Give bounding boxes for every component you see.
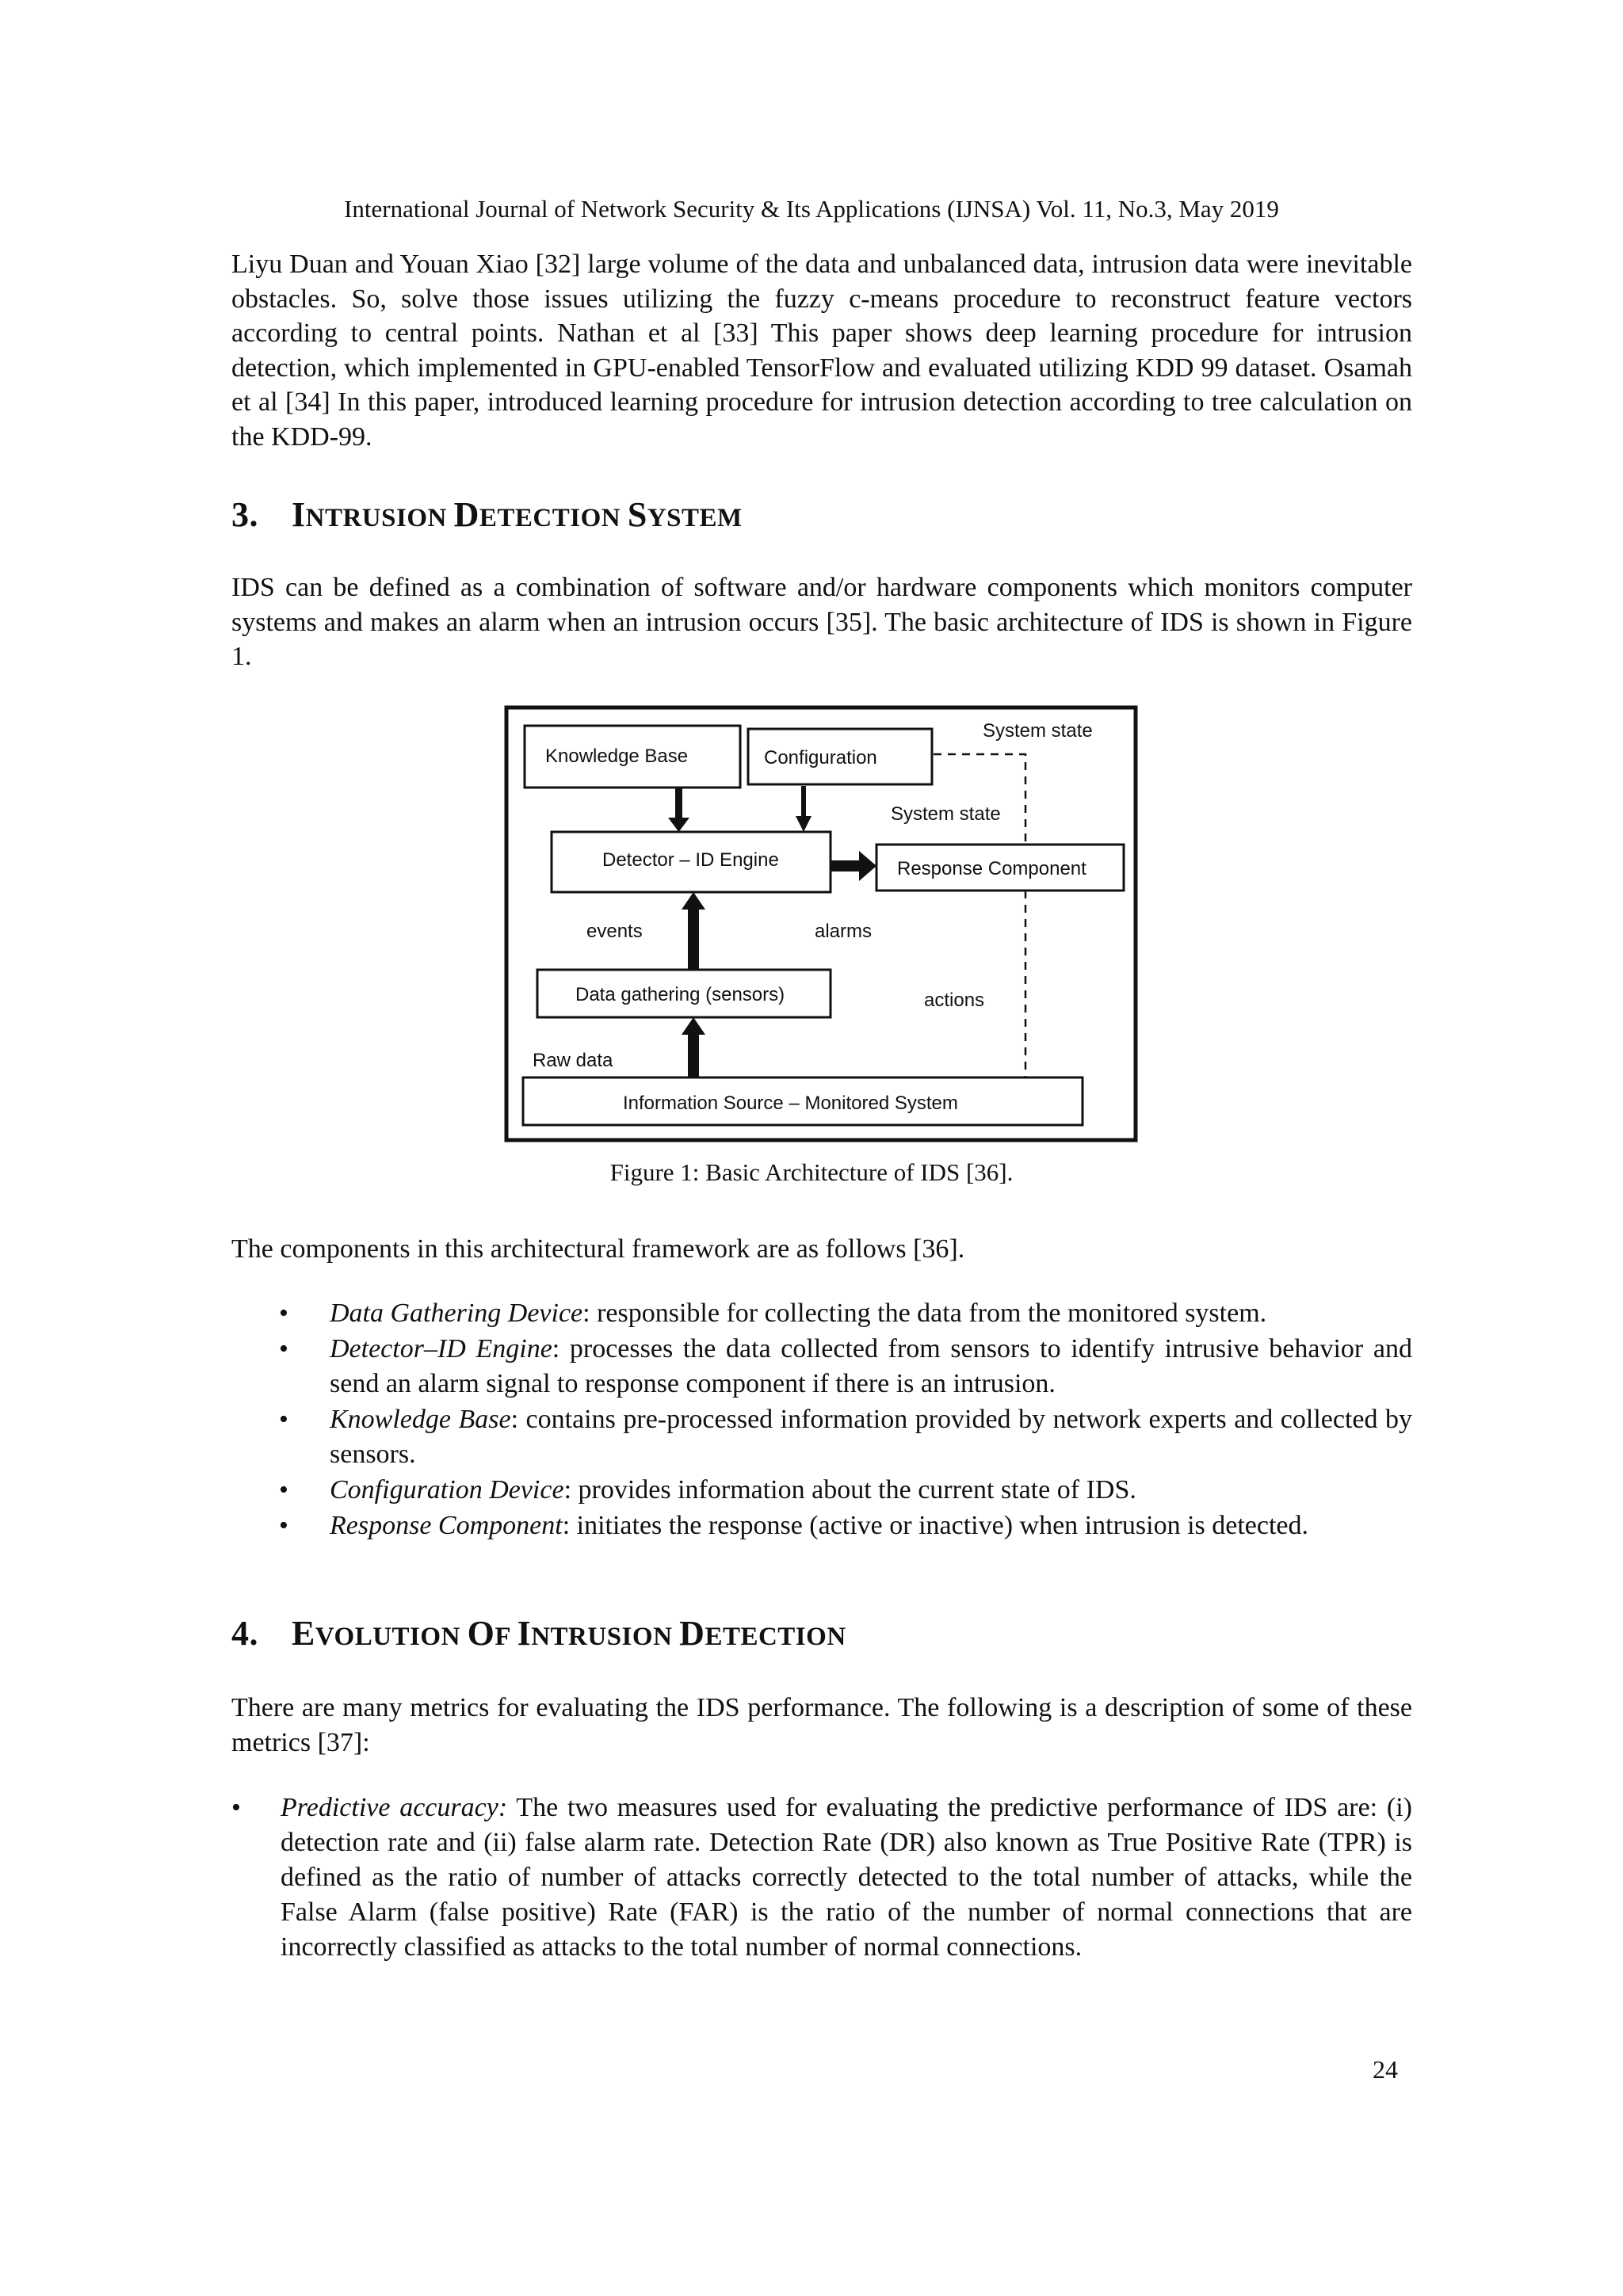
bullet: • <box>279 1511 288 1540</box>
section-3-number: 3. <box>231 495 258 534</box>
system-state-top-label: System state <box>983 720 1093 742</box>
raw-data-label: Raw data <box>533 1050 613 1071</box>
component-term: Knowledge Base <box>330 1405 511 1434</box>
data-gathering-label: Data gathering (sensors) <box>575 984 785 1005</box>
figure-1-caption: Figure 1: Basic Architecture of IDS [36]. <box>609 1158 1014 1186</box>
component-term: Configuration Device <box>330 1475 564 1505</box>
alarms-label: alarms <box>815 921 873 942</box>
ids-architecture-figure <box>504 705 1138 1142</box>
events-label: events <box>586 921 643 942</box>
component-term: Detector–ID Engine <box>330 1334 552 1363</box>
metric-term: Predictive accuracy: <box>281 1793 508 1822</box>
metrics-list <box>231 1791 1412 1965</box>
component-desc: : contains pre-processed information provided by network experts and collected by sensors. <box>330 1405 1413 1469</box>
section-3-title-part: ETECTION <box>479 504 628 532</box>
section-4-paragraph: There are many metrics for evaluating the IDS performance. The following is a description of some of these metrics [37]: <box>231 1693 1412 1757</box>
components-list <box>231 1296 1412 1543</box>
section-4-title-part: F <box>495 1623 517 1651</box>
section-4-number: 4. <box>231 1614 258 1653</box>
component-term: Response Component <box>330 1511 563 1540</box>
section-4-heading <box>231 1613 1412 1653</box>
section-3-title-part: YSTEM <box>647 504 743 532</box>
section-3-title-part: S <box>627 495 647 534</box>
list-item <box>231 1508 1412 1543</box>
bullet: • <box>279 1299 288 1328</box>
section-3-title-part: NTRUSION <box>305 504 454 532</box>
system-state-mid-label: System state <box>891 803 1001 825</box>
component-desc: : processes the data collected from sensors to identify intrusive behavior and send an alarm signal to response component if there is an intrusion. <box>330 1334 1412 1398</box>
section-3-paragraph: IDS can be defined as a combination of software and/or hardware components which monitors computer systems and makes an alarm when an intrusion occurs [35]. The basic architecture of IDS is shown in Figure 1. <box>231 573 1412 671</box>
component-desc: : provides information about the current state of IDS. <box>563 1475 1136 1505</box>
knowledge-base-label: Knowledge Base <box>545 746 689 767</box>
section-4-title-part: D <box>679 1614 705 1653</box>
section-4-title-part: NTRUSION <box>531 1623 680 1651</box>
section-4-title-part: ETECTION <box>705 1623 846 1651</box>
intro-paragraph: Liyu Duan and Youan Xiao [32] large volume of the data and unbalanced data, intrusion data were inevitable obstacles. So, solve those issues utilizing the fuzzy c-means procedure to reconstruct feature vectors according to central points. Nathan et al [33] This paper shows deep learning procedure for intrusion detection, which implemented in GPU-enabled TensorFlow and evaluated utilizing KDD 99 dataset. Osamah et al [34] In this paper, introduced learning procedure for intrusion detection according to tree calculation on the KDD-99. <box>231 250 1412 452</box>
information-source-label: Information Source – Monitored System <box>623 1093 958 1114</box>
response-component-label: Response Component <box>897 858 1086 879</box>
component-desc: : initiates the response (active or inactive) when intrusion is detected. <box>562 1511 1308 1540</box>
running-header: International Journal of Network Security & Its Applications (IJNSA) Vol. 11, No.3, May 2019 <box>344 195 1279 223</box>
list-item <box>231 1332 1412 1402</box>
section-3-heading <box>231 494 1412 535</box>
section-4-title-part: I <box>517 1614 532 1653</box>
section-4-title-part: O <box>467 1614 495 1653</box>
ids-architecture-diagram <box>504 705 1138 1142</box>
bullet: • <box>231 1793 241 1822</box>
page-number: 24 <box>1373 2055 1398 2084</box>
list-item <box>231 1402 1412 1472</box>
list-item <box>231 1791 1412 1965</box>
component-term: Data Gathering Device <box>330 1299 583 1328</box>
metric-desc: The two measures used for evaluating the predictive performance of IDS are: (i) detection rate and (ii) false alarm rate. Detection Rate (DR) also known as True Positive Rate (TPR) is defined as the ratio of number of attacks correctly detected to the total number of attacks, while the False Alarm (false positive) Rate (FAR) is the ratio of the number of normal connections that are incorrectly classified as attacks to the total number of normal connections. <box>281 1793 1412 1962</box>
section-4-title-part: E <box>292 1614 315 1653</box>
list-item <box>231 1473 1412 1508</box>
section-4-title-part: VOLUTION <box>315 1623 468 1651</box>
components-intro: The components in this architectural framework are as follows [36]. <box>231 1234 965 1264</box>
component-desc: : responsible for collecting the data from the monitored system. <box>582 1299 1267 1328</box>
configuration-label: Configuration <box>764 747 877 769</box>
detector-label: Detector – ID Engine <box>602 849 779 871</box>
bullet: • <box>279 1405 288 1434</box>
actions-label: actions <box>924 990 985 1011</box>
list-item <box>231 1296 1412 1331</box>
section-3-title-part: I <box>292 495 306 534</box>
section-3-title-part: D <box>453 495 479 534</box>
bullet: • <box>279 1334 288 1363</box>
bullet: • <box>279 1475 288 1505</box>
